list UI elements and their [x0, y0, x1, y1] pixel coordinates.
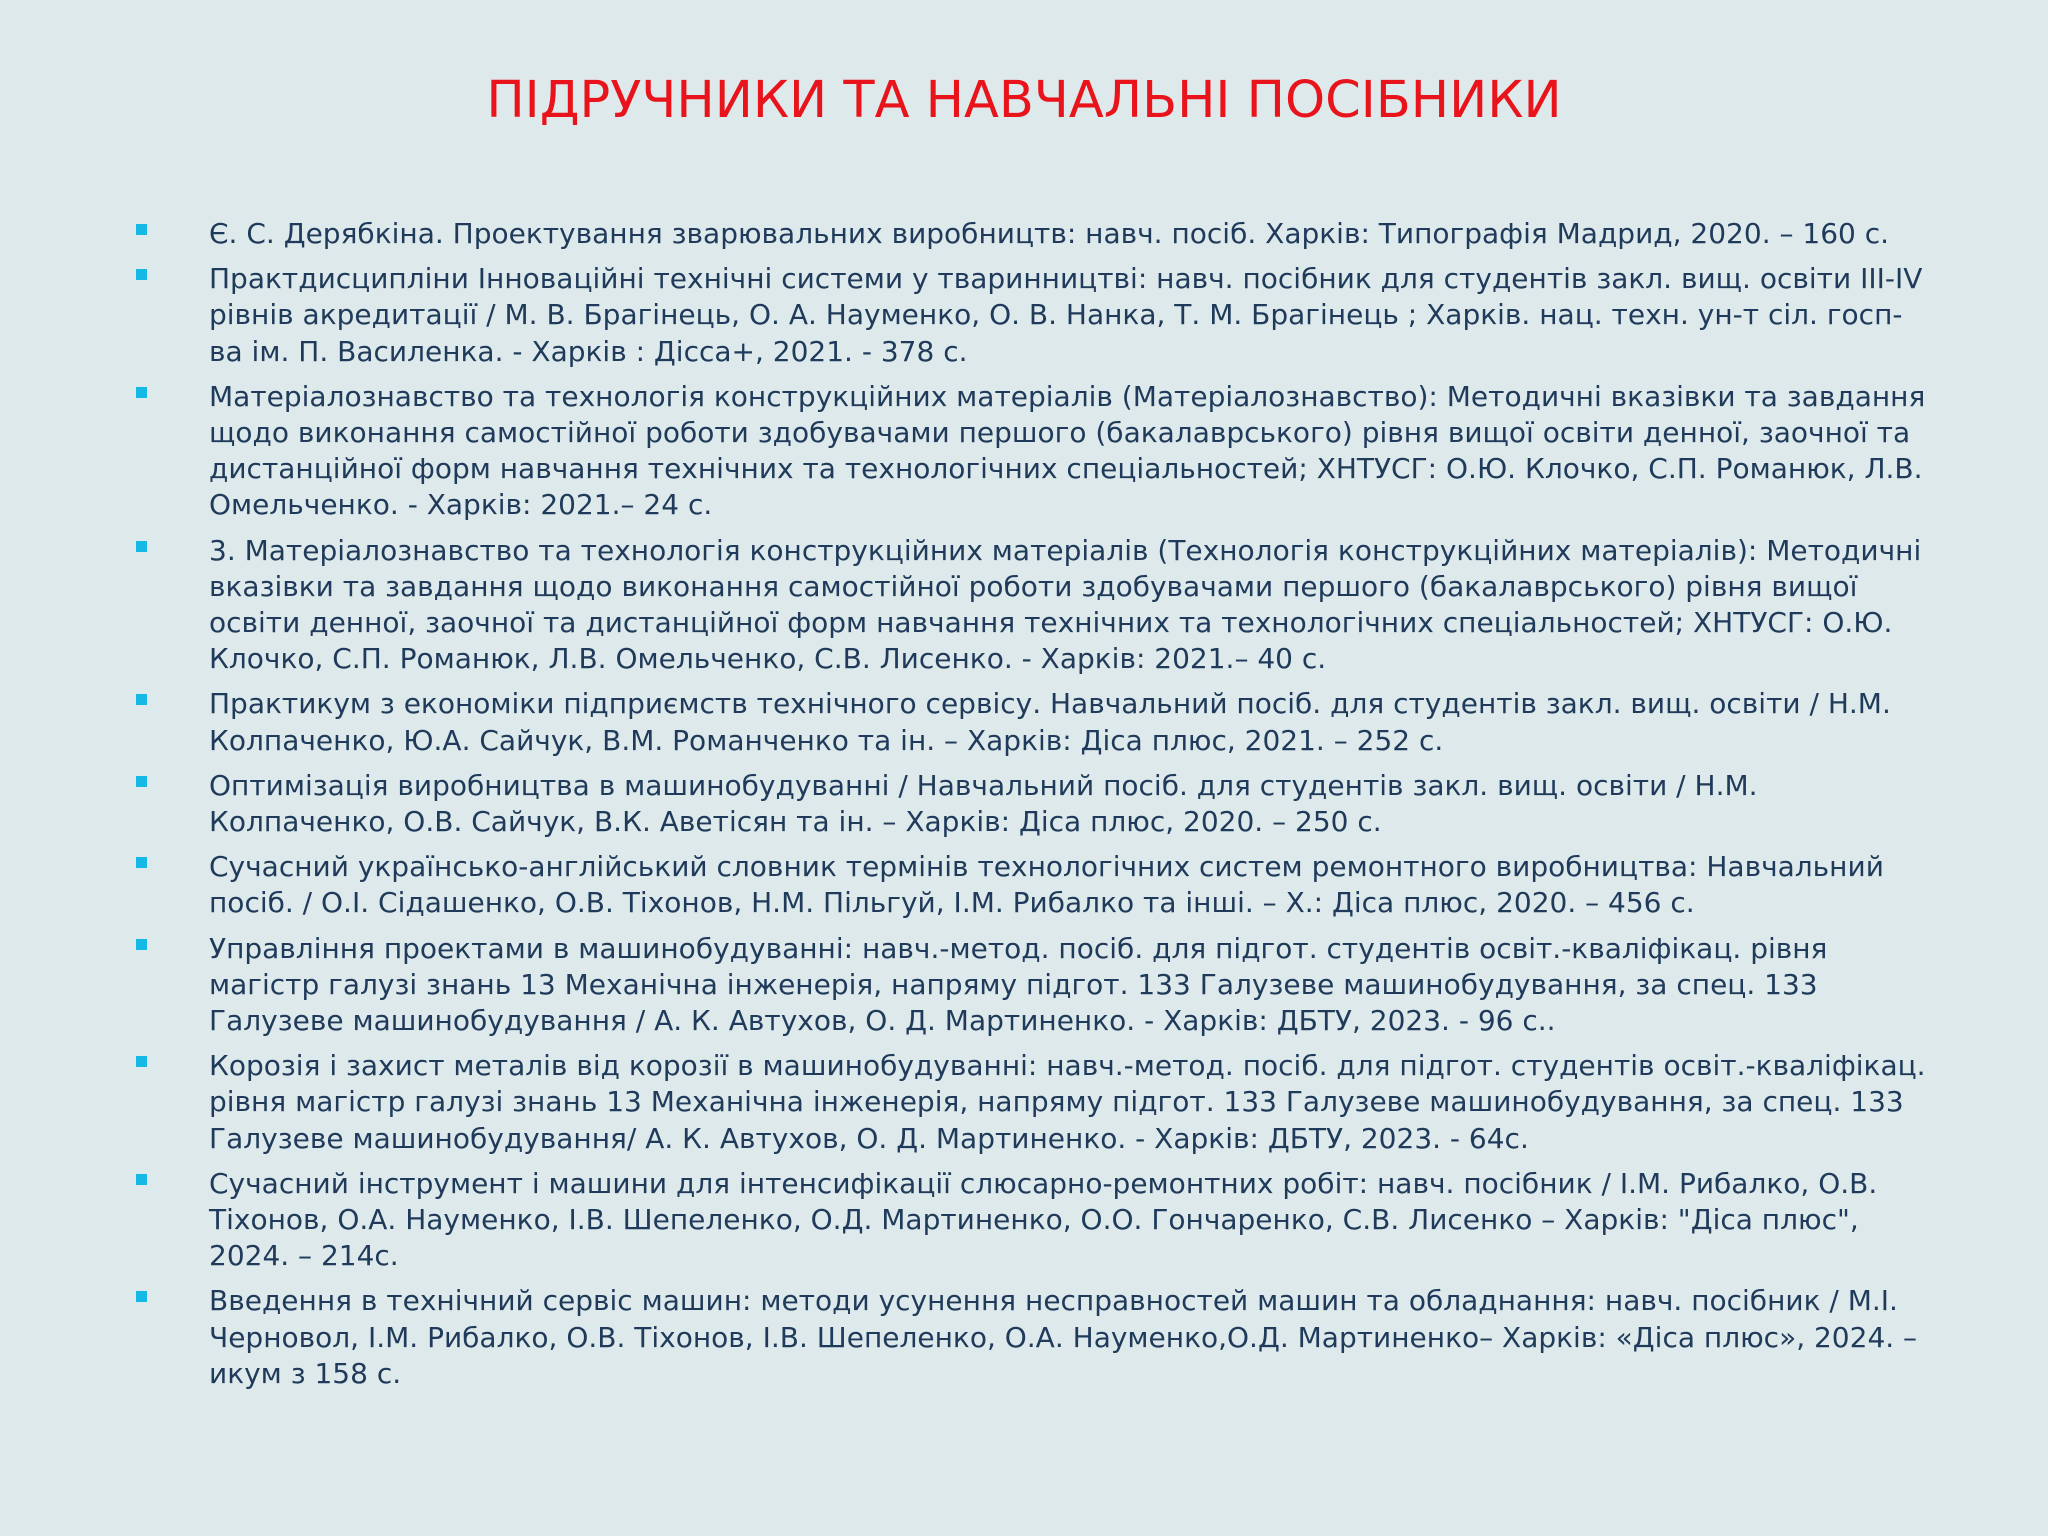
list-item: [136, 379, 1936, 524]
list-item-text: Сучасний українсько-англійський словник термінів технологічних систем ремонтного виробництва: Навчальний посіб. / О.І. Сідашенко, О.В. Тіхонов, Н.М. Пільгуй, І.М. Рибалко та інші. – Х.: Діса плюс, 2020. – 456 с.: [209, 850, 1884, 920]
list-item: [136, 1166, 1936, 1275]
list-item: [136, 1048, 1936, 1157]
list-item: [136, 216, 1936, 252]
square-bullet-icon: [136, 1291, 147, 1302]
square-bullet-icon: [136, 1174, 147, 1185]
list-item: [136, 686, 1936, 758]
list-item-text: Управління проектами в машинобудуванні: навч.-метод. посіб. для підгот. студентів освіт.-кваліфікац. рівня магістр галузі знань 13 Механічна інженерія, напряму підгот. 133 Галузеве машинобудування, за спец. 133 Галузеве машинобудування / А. К. Автухов, О. Д. Мартиненко. - Харків: ДБТУ, 2023. - 96 с..: [209, 931, 1828, 1038]
list-item: [136, 533, 1936, 678]
list-item-text: Є. С. Дерябкіна. Проектування зварювальних виробництв: навч. посіб. Харків: Типографія Мадрид, 2020. – 160 с.: [209, 217, 1890, 250]
list-item-text: Введення в технічний сервіс машин: методи усунення несправностей машин та обладнання: навч. посібник / М.І. Черновол, І.М. Рибалко, О.В. Тіхонов, І.В. Шепеленко, О.А. Науменко,О.Д. Мартиненко– Харків: «Діса плюс», 2024. – икум з 158 с.: [209, 1284, 1918, 1390]
square-bullet-icon: [136, 857, 147, 868]
list-item-text: Практикум з економіки підприємств технічного сервісу. Навчальний посіб. для студентів закл. вищ. освіти / Н.М. Колпаченко, Ю.А. Сайчук, В.М. Романченко та ін. – Харків: Діса плюс, 2021. – 252 с.: [209, 687, 1891, 757]
square-bullet-icon: [136, 224, 147, 235]
list-item: [136, 768, 1936, 840]
list-item-text: Матеріалознавство та технологія конструкційних матеріалів (Матеріалознавство): Методичні вказівки та завдання щодо виконання самостійної роботи здобувачами першого (бакалаврського) рівня вищої освіти денної, заочної та дистанційної форм навчання технічних та технологічних спеціальностей; ХНТУСГ: О.Ю. Клочко, С.П. Романюк, Л.В. Омельченко. - Харків: 2021.– 24 с.: [209, 379, 1926, 522]
square-bullet-icon: [136, 387, 147, 398]
square-bullet-icon: [136, 541, 147, 552]
list-item-text: 3. Матеріалознавство та технологія конструкційних матеріалів (Технологія конструкційних матеріалів): Методичні вказівки та завдання щодо виконання самостійної роботи здобувачами першого (бакалаврського) рівня вищої освіти денної, заочної та дистанційної форм навчання технічних та технологічних спеціальностей; ХНТУСГ: О.Ю. Клочко, С.П. Романюк, Л.В. Омельченко, С.В. Лисенко. - Харків: 2021.– 40 с.: [209, 533, 1922, 676]
square-bullet-icon: [136, 1056, 147, 1067]
square-bullet-icon: [136, 939, 147, 950]
list-item: [136, 849, 1936, 921]
square-bullet-icon: [136, 776, 147, 787]
square-bullet-icon: [136, 269, 147, 280]
list-item: [136, 261, 1936, 370]
list-item: [136, 1283, 1936, 1392]
square-bullet-icon: [136, 694, 147, 705]
list-item: [136, 931, 1936, 1040]
list-item-text: Сучасний інструмент і машини для інтенсифікації слюсарно-ремонтних робіт: навч. посібник / І.М. Рибалко, О.В. Тіхонов, О.А. Науменко, І.В. Шепеленко, О.Д. Мартиненко, О.О. Гончаренко, С.В. Лисенко – Харків: "Діса плюс", 2024. – 214с.: [209, 1166, 1878, 1273]
list-item-text: Оптимізація виробництва в машинобудуванні / Навчальний посіб. для студентів закл. вищ. освіти / Н.М. Колпаченко, О.В. Сайчук, В.К. Аветісян та ін. – Харків: Діса плюс, 2020. – 250 с.: [209, 768, 1758, 839]
slide-title: ПІДРУЧНИКИ ТА НАВЧАЛЬНІ ПОСІБНИКИ: [486, 71, 1562, 130]
bibliography-list: [136, 216, 1936, 1401]
list-item-text: Практдисципліни Інноваційні технічні системи у тваринництві: навч. посібник для студентів закл. вищ. освіти ІІІ-IV рівнів акредитації / М. В. Брагінець, О. А. Науменко, О. В. Нанка, Т. М. Брагінець ; Харків. нац. техн. ун-т сіл. госп-ва ім. П. Василенка. - Харків : Дісса+, 2021. - 378 с.: [209, 262, 1923, 368]
list-item-text: Корозія і захист металів від корозії в машинобудуванні: навч.-метод. посіб. для підгот. студентів освіт.-кваліфікац. рівня магістр галузі знань 13 Механічна інженерія, напряму підгот. 133 Галузеве машинобудування, за спец. 133 Галузеве машинобудування/ А. К. Автухов, О. Д. Мартиненко. - Харків: ДБТУ, 2023. - 64с.: [209, 1049, 1926, 1155]
